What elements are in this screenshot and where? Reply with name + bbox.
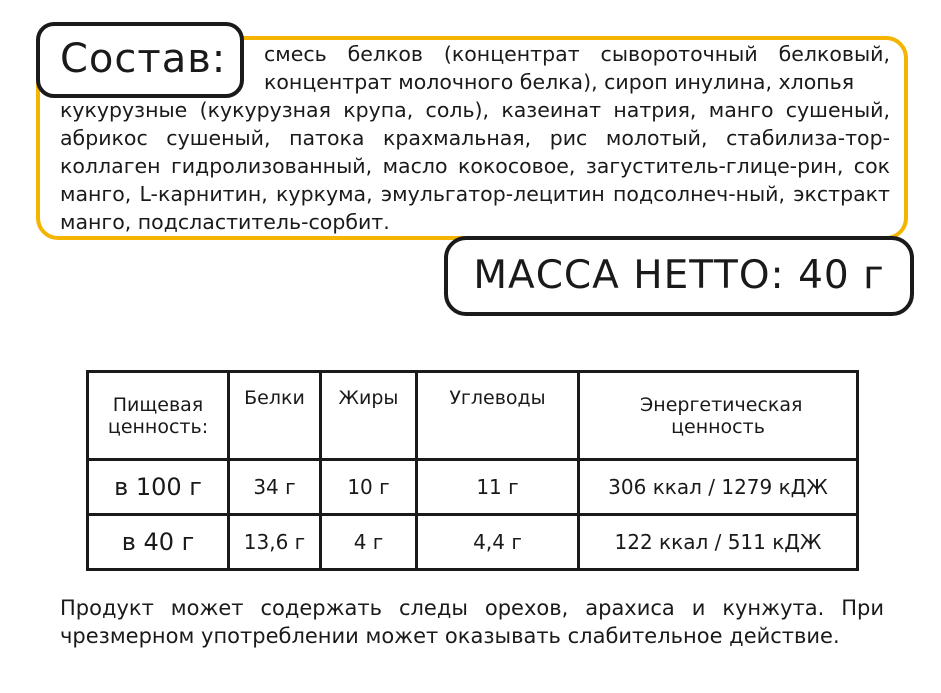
fat-cell: 10 г: [321, 460, 417, 515]
header-nutrition-value: Пищевая ценность:: [88, 372, 229, 460]
energy-cell: 122 ккал / 511 кДЖ: [579, 515, 858, 570]
table-row: [88, 515, 858, 570]
row-label: в 40 г: [88, 515, 229, 570]
row-label: в 100 г: [88, 460, 229, 515]
allergen-note: Продукт может содержать следы орехов, арахиса и кунжута. При чрезмерном употреблении может оказывать слабительное действие.: [60, 596, 884, 648]
header-fat: Жиры: [321, 372, 417, 460]
nutrition-header-row: [88, 372, 858, 460]
fat-cell: 4 г: [321, 515, 417, 570]
composition-text-rest: кукурузные (кукурузная крупа, соль), казеинат натрия, манго сушеный, абрикос сушеный, патока крахмальная, рис молотый, стабилиза-тор-коллаген гидролизованный, масло кокосовое, загуститель-глице-рин, сок манго, L-карнитин, куркума, эмульгатор-лецитин подсолнеч-ный, экстракт манго, подсластитель-сорбит.: [60, 98, 890, 234]
header-protein: Белки: [229, 372, 321, 460]
protein-cell: 13,6 г: [229, 515, 321, 570]
header-energy: Энергетическая ценность: [579, 372, 858, 460]
protein-cell: 34 г: [229, 460, 321, 515]
header-carbs: Углеводы: [417, 372, 579, 460]
net-mass-badge: МАССА НЕТТО: 40 г: [444, 236, 914, 316]
nutrition-table: [86, 370, 859, 571]
composition-text-first: смесь белков (концентрат сывороточный белковый, концентрат молочного белка), сироп инулина, хлопья: [264, 42, 890, 94]
carbs-cell: 11 г: [417, 460, 579, 515]
carbs-cell: 4,4 г: [417, 515, 579, 570]
table-row: [88, 460, 858, 515]
composition-label: Состав:: [36, 22, 244, 98]
energy-cell: 306 ккал / 1279 кДЖ: [579, 460, 858, 515]
